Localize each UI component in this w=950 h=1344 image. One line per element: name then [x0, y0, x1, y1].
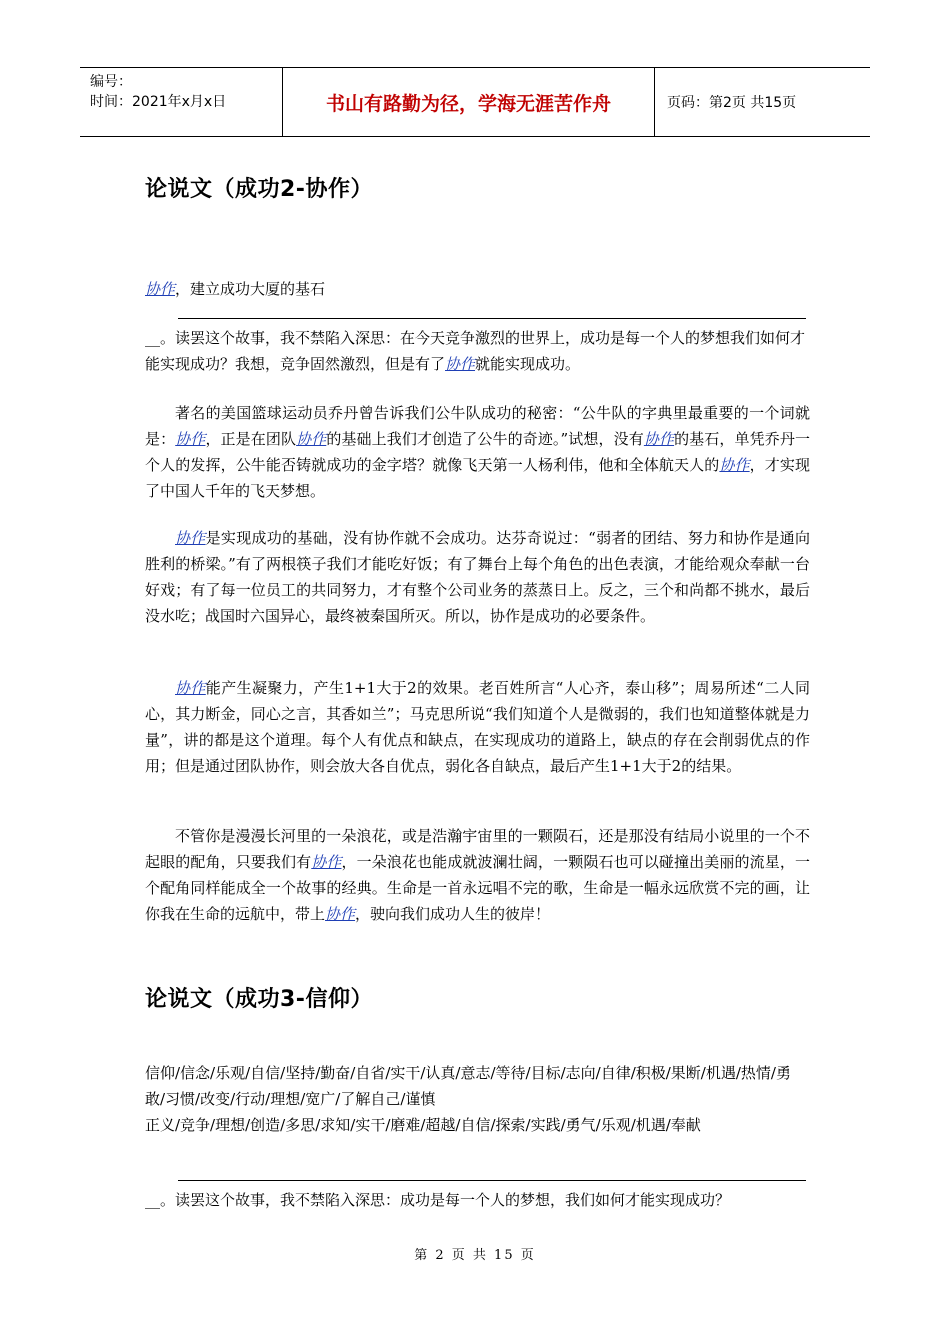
collaboration-link[interactable]: 协作 [175, 529, 206, 547]
header-motto: 书山有路勤为径，学海无涯苦作舟 [283, 68, 655, 136]
section2-keywords [145, 1060, 810, 1138]
section1-paragraph-2: 著名的美国篮球运动员乔丹曾告诉我们公牛队成功的秘密：“公牛队的字典里最重要的一个词就是：协作，正是在团队协作的基础上我们才创造了公牛的奇迹。”试想，没有协作的基石，单凭乔丹一个人的发挥，公牛能否铸就成功的金字塔？就像飞天第一人杨利伟，他和全体航天人的协作，才实现了中国人千年的飞天梦想。 [145, 404, 810, 500]
collaboration-link[interactable]: 协作 [175, 430, 206, 448]
collaboration-link[interactable]: 协作 [145, 280, 176, 298]
fill-in-line [178, 318, 806, 319]
collaboration-link[interactable]: 协作 [311, 853, 342, 871]
section1-paragraph-4: 协作能产生凝聚力，产生1+1大于2的效果。老百姓所言“人心齐，泰山移”；周易所述“二人同心，其力断金，同心之言，其香如兰”；马克思所说“我们知道个人是微弱的，我们也知道整体就是力量”，讲的都是这个道理。每个人有优点和缺点，在实现成功的道路上，缺点的存在会削弱优点的作用；但是通过团队协作，则会放大各自优点，弱化各自缺点，最后产生1+1大于2的结果。 [145, 679, 810, 775]
fill-in-line [178, 1180, 806, 1181]
section1-paragraph-3: 协作是实现成功的基础，没有协作就不会成功。达芬奇说过：“弱者的团结、努力和协作是通向胜利的桥梁。”有了两根筷子我们才能吃好饭；有了舞台上每个角色的出色表演，才能给观众奉献一台好戏；有了每一位员工的共同努力，才有整个公司业务的蒸蒸日上。反之，三个和尚都不挑水，最后没水吃；战国时六国异心，最终被秦国所灭。所以，协作是成功的必要条件。 [145, 529, 810, 625]
collaboration-link[interactable]: 协作 [325, 905, 356, 923]
page-footer: 第 2 页 共 15 页 [414, 1248, 536, 1263]
document-time-label: 时间：2021年x月x日 [90, 94, 227, 110]
collaboration-link[interactable]: 协作 [643, 430, 675, 448]
document-number-label: 编号： [90, 74, 132, 90]
collaboration-link[interactable]: 协作 [296, 430, 327, 448]
keywords-line-2: 正义/竞争/理想/创造/多思/求知/实干/磨难/超越/自信/探索/实践/勇气/乐观/机遇/奉献 [145, 1116, 701, 1134]
collaboration-link[interactable]: 协作 [719, 456, 750, 474]
section2-title: 论说文（成功3-信仰） [145, 987, 373, 1012]
section1-subtitle: 协作，建立成功大厦的基石 [145, 280, 326, 298]
section2-paragraph-1: __。读罢这个故事，我不禁陷入深思：成功是每一个人的梦想，我们如何才能实现成功？ [145, 1191, 731, 1209]
keywords-line-1: 信仰/信念/乐观/自信/坚持/勤奋/自省/实干/认真/意志/等待/目标/志向/自律/积极/果断/机遇/热情/勇敢/习惯/改变/行动/理想/宽广/了解自己/谨慎 [145, 1064, 791, 1108]
header-table [80, 67, 870, 137]
collaboration-link[interactable]: 协作 [175, 679, 206, 697]
section1-paragraph-1: __。读罢这个故事，我不禁陷入深思：在今天竞争激烈的世界上，成功是每一个人的梦想我们如何才能实现成功？我想，竞争固然激烈，但是有了协作就能实现成功。 [145, 329, 806, 373]
section1-title: 论说文（成功2-协作） [145, 177, 373, 202]
collaboration-link[interactable]: 协作 [445, 355, 476, 373]
section1-paragraph-5: 不管你是漫漫长河里的一朵浪花，或是浩瀚宇宙里的一颗陨石，还是那没有结局小说里的一个不起眼的配角，只要我们有协作，一朵浪花也能成就波澜壮阔，一颗陨石也可以碰撞出美丽的流星，一个配角同样能成全一个故事的经典。生命是一首永远唱不完的歌，生命是一幅永远欣赏不完的画，让你我在生命的远航中，带上协作，驶向我们成功人生的彼岸！ [145, 827, 810, 923]
header-page-info: 页码：第2页 共15页 [667, 95, 797, 111]
header-meta-cell [80, 68, 283, 136]
